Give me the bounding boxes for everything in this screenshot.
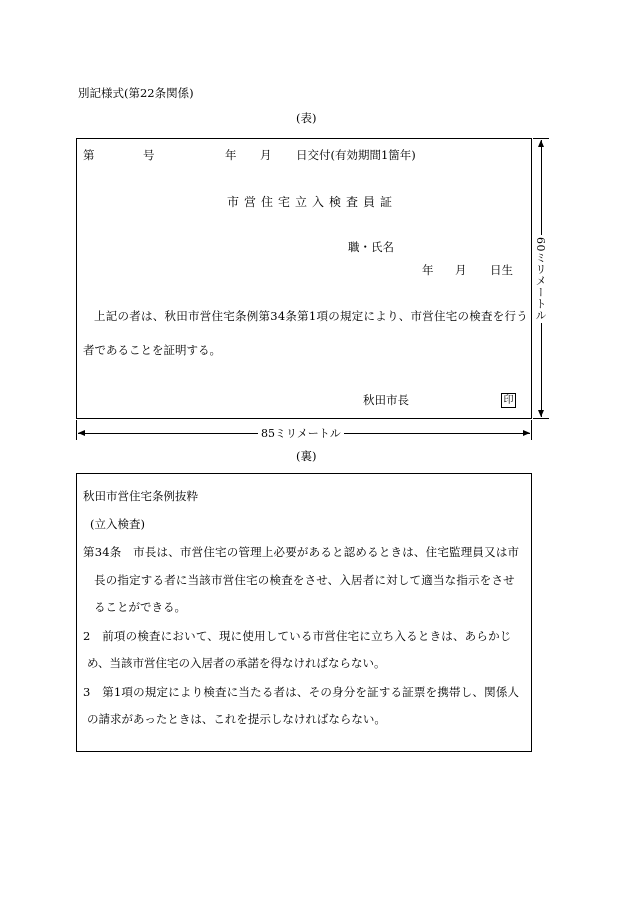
front-heading: (表)	[296, 111, 317, 125]
certification-line-2: 者であることを証明する。	[83, 343, 221, 357]
article-34-line-1: 第34条 市長は、市営住宅の管理上必要があると認めるときは、住宅監理員又は市	[83, 545, 520, 559]
back-card	[76, 473, 532, 752]
width-dim-arrow-right	[523, 430, 530, 436]
issue-month: 月	[260, 148, 272, 162]
certification-line-1: 上記の者は、秋田市営住宅条例第34条第1項の規定により、市営住宅の検査を行う	[94, 309, 528, 323]
cert-number-prefix: 第	[83, 148, 95, 162]
width-dim-arrow-left	[78, 430, 85, 436]
excerpt-title: 秋田市営住宅条例抜粋	[83, 489, 198, 503]
width-dim-left-tick	[76, 420, 77, 440]
birth-year: 年	[422, 263, 434, 277]
form-label: 別記様式(第22条関係)	[78, 86, 194, 100]
height-dim-bottom-tick	[533, 418, 549, 419]
width-dimension-label: 85ミリメートル	[258, 428, 344, 439]
name-label: 職・氏名	[348, 240, 394, 254]
height-dimension-label: 60ミリメートル	[534, 237, 547, 321]
paragraph-3-line-1: 3 第1項の規定により検査に当たる者は、その身分を証する証票を携帯し、関係人	[83, 685, 520, 699]
issue-text: 日交付(有効期間1箇年)	[296, 148, 416, 162]
height-dim-arrow-bottom	[538, 410, 544, 417]
article-34-line-2: 長の指定する者に当該市営住宅の検査をさせ、入居者に対して適当な指示をさせ	[94, 573, 515, 587]
seal-mark: 印	[501, 393, 516, 408]
front-card	[76, 138, 532, 419]
back-heading: (裏)	[296, 449, 317, 463]
birth-month: 月	[455, 263, 467, 277]
paragraph-2-line-2: め、当該市営住宅の入居者の承諾を得なければならない。	[87, 656, 386, 670]
issue-year: 年	[225, 148, 237, 162]
paragraph-3-line-2: の請求があったときは、これを提示しなければならない。	[87, 712, 386, 726]
height-dim-arrow-top	[538, 140, 544, 147]
issuer: 秋田市長	[363, 393, 409, 407]
section-heading: (立入検査)	[90, 517, 145, 531]
paragraph-2-line-1: 2 前項の検査において、現に使用している市営住宅に立ち入るときは、あらかじ	[83, 629, 512, 643]
height-dim-top-tick	[533, 138, 549, 139]
width-dim-right-tick	[531, 420, 532, 440]
card-title: 市営住宅立入検査員証	[227, 195, 398, 209]
birth-day: 日生	[490, 263, 513, 277]
article-34-line-3: ることができる。	[94, 600, 186, 614]
cert-number-suffix: 号	[143, 148, 155, 162]
